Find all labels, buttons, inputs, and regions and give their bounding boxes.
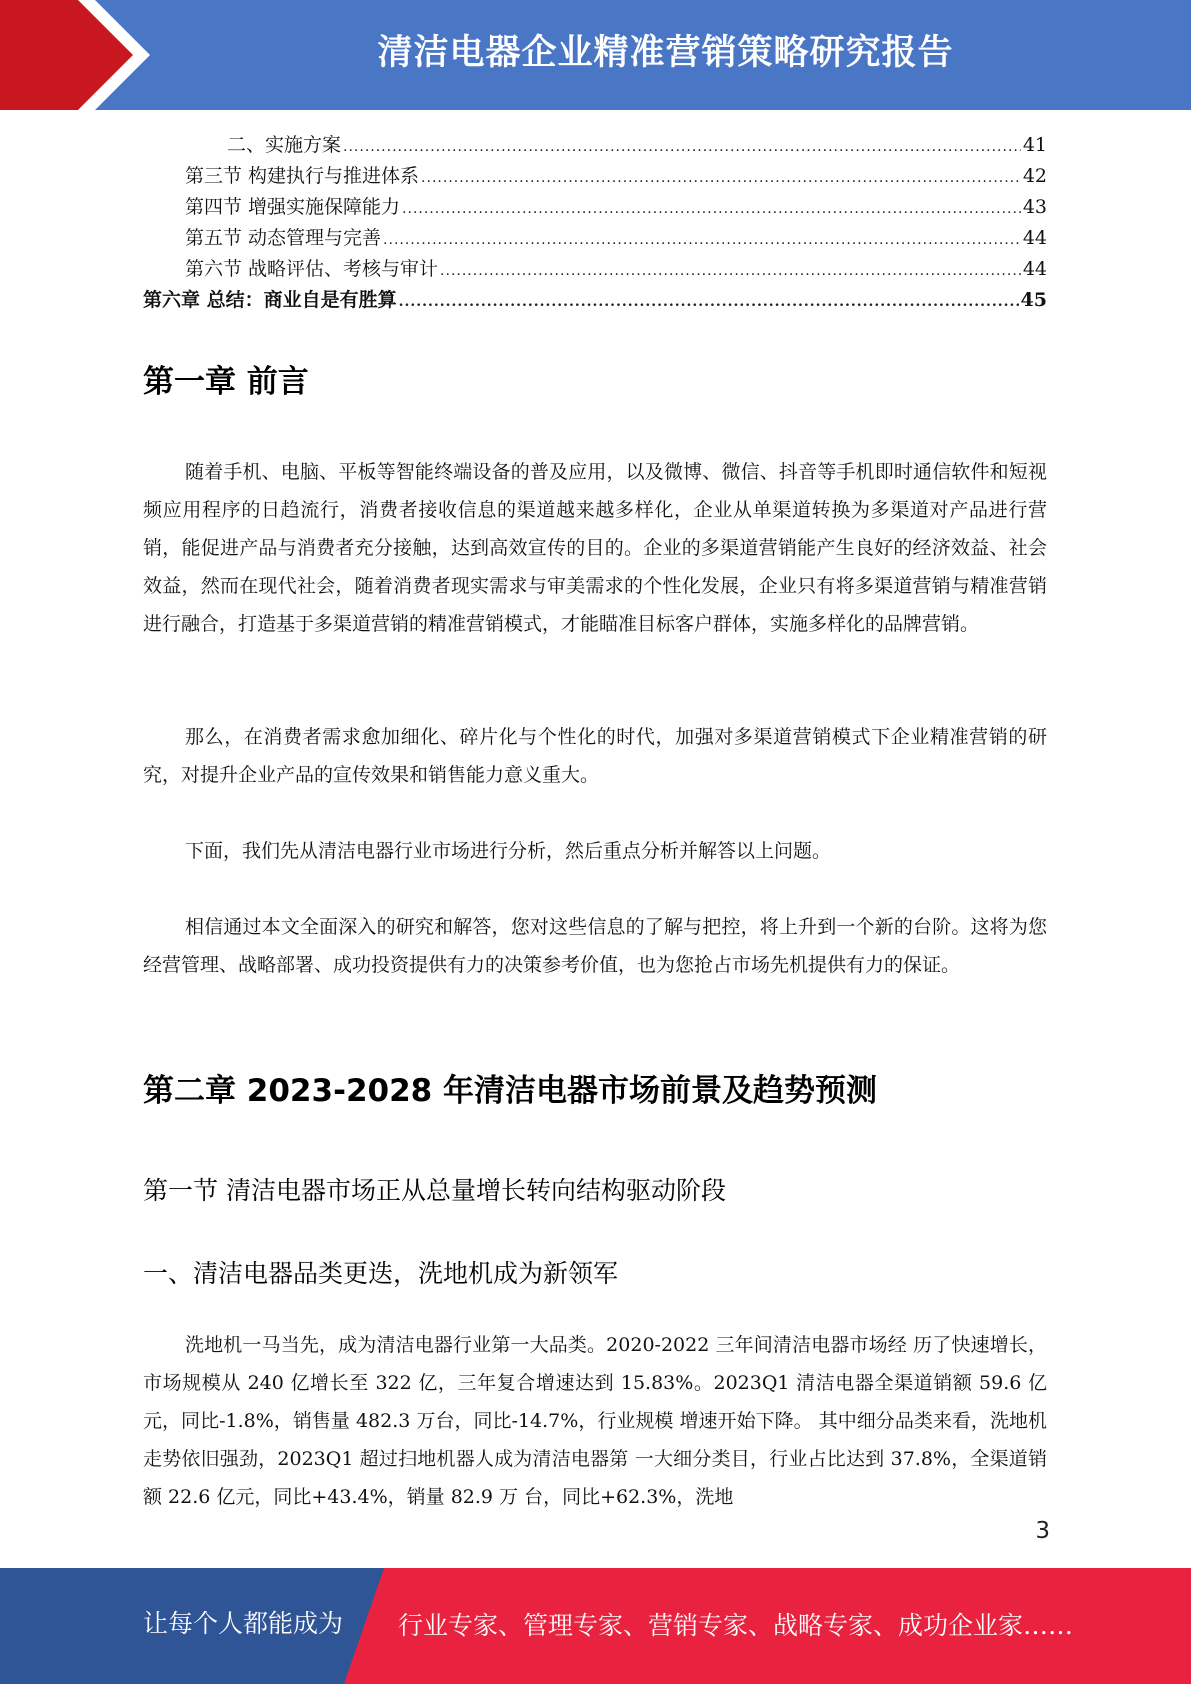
toc-leader-dots bbox=[421, 163, 1021, 194]
toc-entry-text: 二、实施方案 bbox=[227, 134, 342, 156]
footer-slogan-right: 行业专家、管理专家、营销专家、战略专家、成功企业家…… bbox=[398, 1611, 1074, 1640]
chapter-2-paragraph: 洗地机一马当先，成为清洁电器行业第一大品类。2020-2022 三年间清洁电器市场经 历了快速增长，市场规模从 240 亿增长至 322 亿，三年复合增速达到 15.83%。2023Q1 清洁电器全渠道销额 59.6 亿元，同比-1.8%，销售量 482.3 万台，同比-14.7%，行业规模 增速开始下降。 其中细分品类来看，洗地机走势依旧强劲，2023Q1 超过扫地机器人成为清洁电器第 一大细分类目，行业占比达到 37.8%，全渠道销额 22.6 亿元，同比+43.4%，销量 82.9 万 台，同比+62.3%，洗地 bbox=[143, 1334, 1047, 1508]
section-heading: 第一节 清洁电器市场正从总量增长转向结构驱动阶段 bbox=[143, 1176, 726, 1205]
page-footer bbox=[0, 1568, 1191, 1684]
toc-entry[interactable] bbox=[143, 130, 1047, 161]
toc-entry-text: 第六节 战略评估、考核与审计 bbox=[185, 258, 439, 280]
page-number: 3 bbox=[1035, 1518, 1050, 1544]
toc-entry[interactable] bbox=[143, 285, 1047, 316]
chapter-1-paragraph: 下面，我们先从清洁电器行业市场进行分析，然后重点分析并解答以上问题。 bbox=[185, 840, 832, 862]
toc-entry[interactable] bbox=[143, 223, 1047, 254]
toc-entry-page: 44 bbox=[1022, 227, 1047, 249]
chapter-1-heading: 第一章 前言 bbox=[143, 364, 309, 400]
toc-leader-dots bbox=[343, 132, 1021, 163]
footer-slogan-left: 让每个人都能成为 bbox=[143, 1609, 344, 1638]
toc-entry-page: 45 bbox=[1020, 289, 1047, 311]
report-title: 清洁电器企业精准营销策略研究报告 bbox=[377, 33, 954, 73]
toc-leader-dots bbox=[383, 225, 1021, 256]
chapter-2-heading: 第二章 2023-2028 年清洁电器市场前景及趋势预测 bbox=[143, 1073, 878, 1109]
toc-entry-page: 43 bbox=[1022, 196, 1047, 218]
toc-entry-text: 第三节 构建执行与推进体系 bbox=[185, 165, 420, 187]
toc-entry-text: 第六章 总结：商业自是有胜算 bbox=[143, 289, 397, 311]
chapter-1-paragraph: 随着手机、电脑、平板等智能终端设备的普及应用，以及微博、微信、抖音等手机即时通信软件和短视频应用程序的日趋流行，消费者接收信息的渠道越来越多样化，企业从单渠道转换为多渠道对产品进行营销，能促进产品与消费者充分接触，达到高效宣传的目的。企业的多渠道营销能产生良好的经济效益、社会效益，然而在现代社会，随着消费者现实需求与审美需求的个性化发展，企业只有将多渠道营销与精准营销进行融合，打造基于多渠道营销的精准营销模式，才能瞄准目标客户群体，实施多样化的品牌营销。 bbox=[143, 461, 1047, 635]
page-header bbox=[0, 0, 1191, 110]
toc-entry-page: 44 bbox=[1022, 258, 1047, 280]
toc-leader-dots bbox=[440, 256, 1021, 287]
toc-leader-dots bbox=[402, 194, 1021, 225]
toc-entry-page: 41 bbox=[1022, 134, 1047, 156]
table-of-contents bbox=[143, 130, 1047, 316]
toc-entry[interactable] bbox=[143, 161, 1047, 192]
toc-entry-text: 第五节 动态管理与完善 bbox=[185, 227, 382, 249]
subsection-heading: 一、清洁电器品类更迭，洗地机成为新领军 bbox=[143, 1259, 619, 1288]
chapter-1-paragraph: 那么，在消费者需求愈加细化、碎片化与个性化的时代，加强对多渠道营销模式下企业精准营销的研究，对提升企业产品的宣传效果和销售能力意义重大。 bbox=[143, 726, 1047, 786]
toc-entry-page: 42 bbox=[1022, 165, 1047, 187]
toc-entry-text: 第四节 增强实施保障能力 bbox=[185, 196, 401, 218]
toc-entry[interactable] bbox=[143, 192, 1047, 223]
toc-leader-dots bbox=[399, 287, 1019, 318]
chapter-1-paragraph: 相信通过本文全面深入的研究和解答，您对这些信息的了解与把控，将上升到一个新的台阶。这将为您经营管理、战略部署、成功投资提供有力的决策参考价值，也为您抢占市场先机提供有力的保证。 bbox=[143, 916, 1047, 976]
toc-entry[interactable] bbox=[143, 254, 1047, 285]
